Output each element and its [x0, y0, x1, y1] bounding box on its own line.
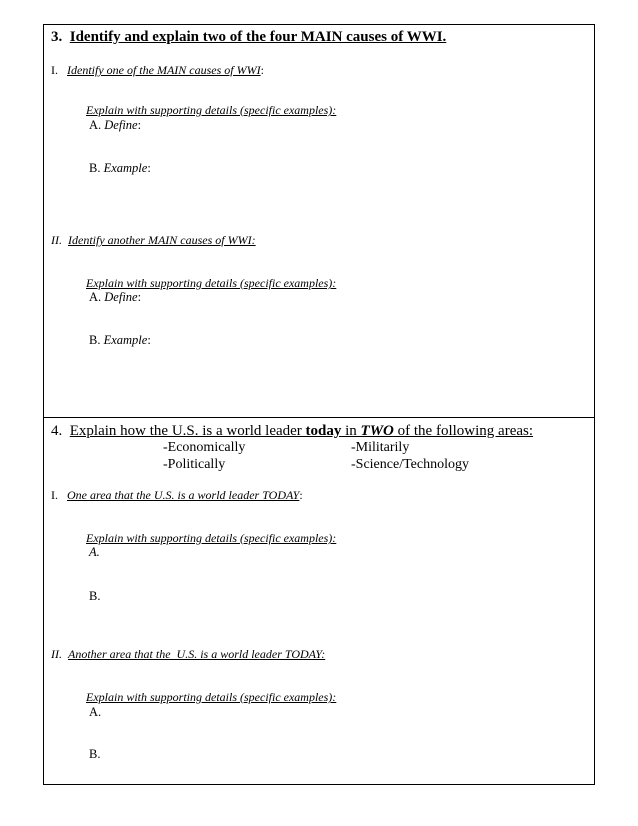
q4-part1-b: B.: [89, 589, 101, 603]
q3-part1-a: [89, 118, 141, 133]
q3-part1-b-colon: :: [147, 161, 151, 175]
q3-part2-a: [89, 290, 141, 305]
q4-title-pre: Explain how the U.S. is a world leader: [69, 423, 306, 439]
q3-part2-prompt-line: [51, 233, 256, 248]
question-4-title: [70, 423, 533, 439]
question-3-title: Identify and explain two of the four MAIN causes of WWI.: [69, 29, 447, 45]
q3-part2-a-colon: :: [137, 290, 142, 304]
q3-part2-b-colon: :: [147, 333, 151, 347]
q3-part2-a-letter: A.: [89, 290, 102, 304]
q3-part2-numeral: II.: [51, 233, 62, 247]
area-science-technology: -Science/Technology: [351, 457, 469, 472]
question-4-number: 4.: [51, 423, 63, 439]
q3-part1-b: [89, 161, 151, 176]
q4-title-post: of the following areas:: [393, 423, 534, 439]
q3-part1-explain: Explain with supporting details (specific examples):: [86, 103, 337, 117]
q3-part2-b-letter: B.: [89, 333, 101, 347]
q4-title-mid: in: [341, 423, 361, 439]
area-economically: -Economically: [163, 440, 246, 455]
area-militarily: -Militarily: [351, 440, 410, 455]
q4-title-today: today: [305, 423, 342, 439]
q4-part1-explain: Explain with supporting details (specific examples):: [86, 531, 337, 545]
q4-part2-numeral: II.: [51, 647, 62, 661]
q3-part2-b: [89, 333, 151, 348]
q3-part1-prompt: Identify one of the MAIN causes of WWI: [67, 63, 261, 77]
q4-part2-explain: Explain with supporting details (specific examples):: [86, 690, 337, 704]
q3-part2-explain: Explain with supporting details (specific examples):: [86, 276, 337, 290]
q3-part1-a-label: Define: [104, 118, 138, 132]
q3-part1-prompt-line: [51, 63, 264, 78]
q4-part1-numeral: I.: [51, 488, 58, 502]
q3-part1-colon: :: [260, 63, 264, 77]
question-3-box: [43, 24, 595, 418]
q3-part2-b-label: Example: [103, 333, 148, 347]
q3-part2-prompt: Identify another MAIN causes of WWI:: [68, 233, 256, 247]
q4-part1-prompt: One area that the U.S. is a world leader TODAY: [67, 488, 300, 502]
q4-part1-colon: :: [299, 488, 303, 502]
question-4-heading: [51, 423, 533, 440]
q4-part1-prompt-line: [51, 488, 303, 503]
q3-part1-a-letter: A.: [89, 118, 102, 132]
q4-part2-a: A.: [89, 705, 102, 719]
q3-part1-numeral: I.: [51, 63, 58, 77]
q4-title-two: TWO: [360, 423, 394, 439]
q4-part2-b: B.: [89, 747, 101, 761]
q3-part1-a-colon: :: [137, 118, 142, 132]
q4-part2-prompt: Another area that the U.S. is a world leader TODAY:: [68, 647, 326, 661]
q4-part1-a: A.: [89, 545, 100, 559]
q3-part2-a-label: Define: [104, 290, 138, 304]
q4-part2-prompt-line: [51, 647, 325, 662]
q3-part1-b-label: Example: [103, 161, 148, 175]
q3-part1-b-letter: B.: [89, 161, 101, 175]
question-3-number: 3.: [51, 29, 63, 45]
question-4-box: [43, 417, 595, 785]
area-politically: -Politically: [163, 457, 226, 472]
question-3-heading: [51, 29, 446, 46]
